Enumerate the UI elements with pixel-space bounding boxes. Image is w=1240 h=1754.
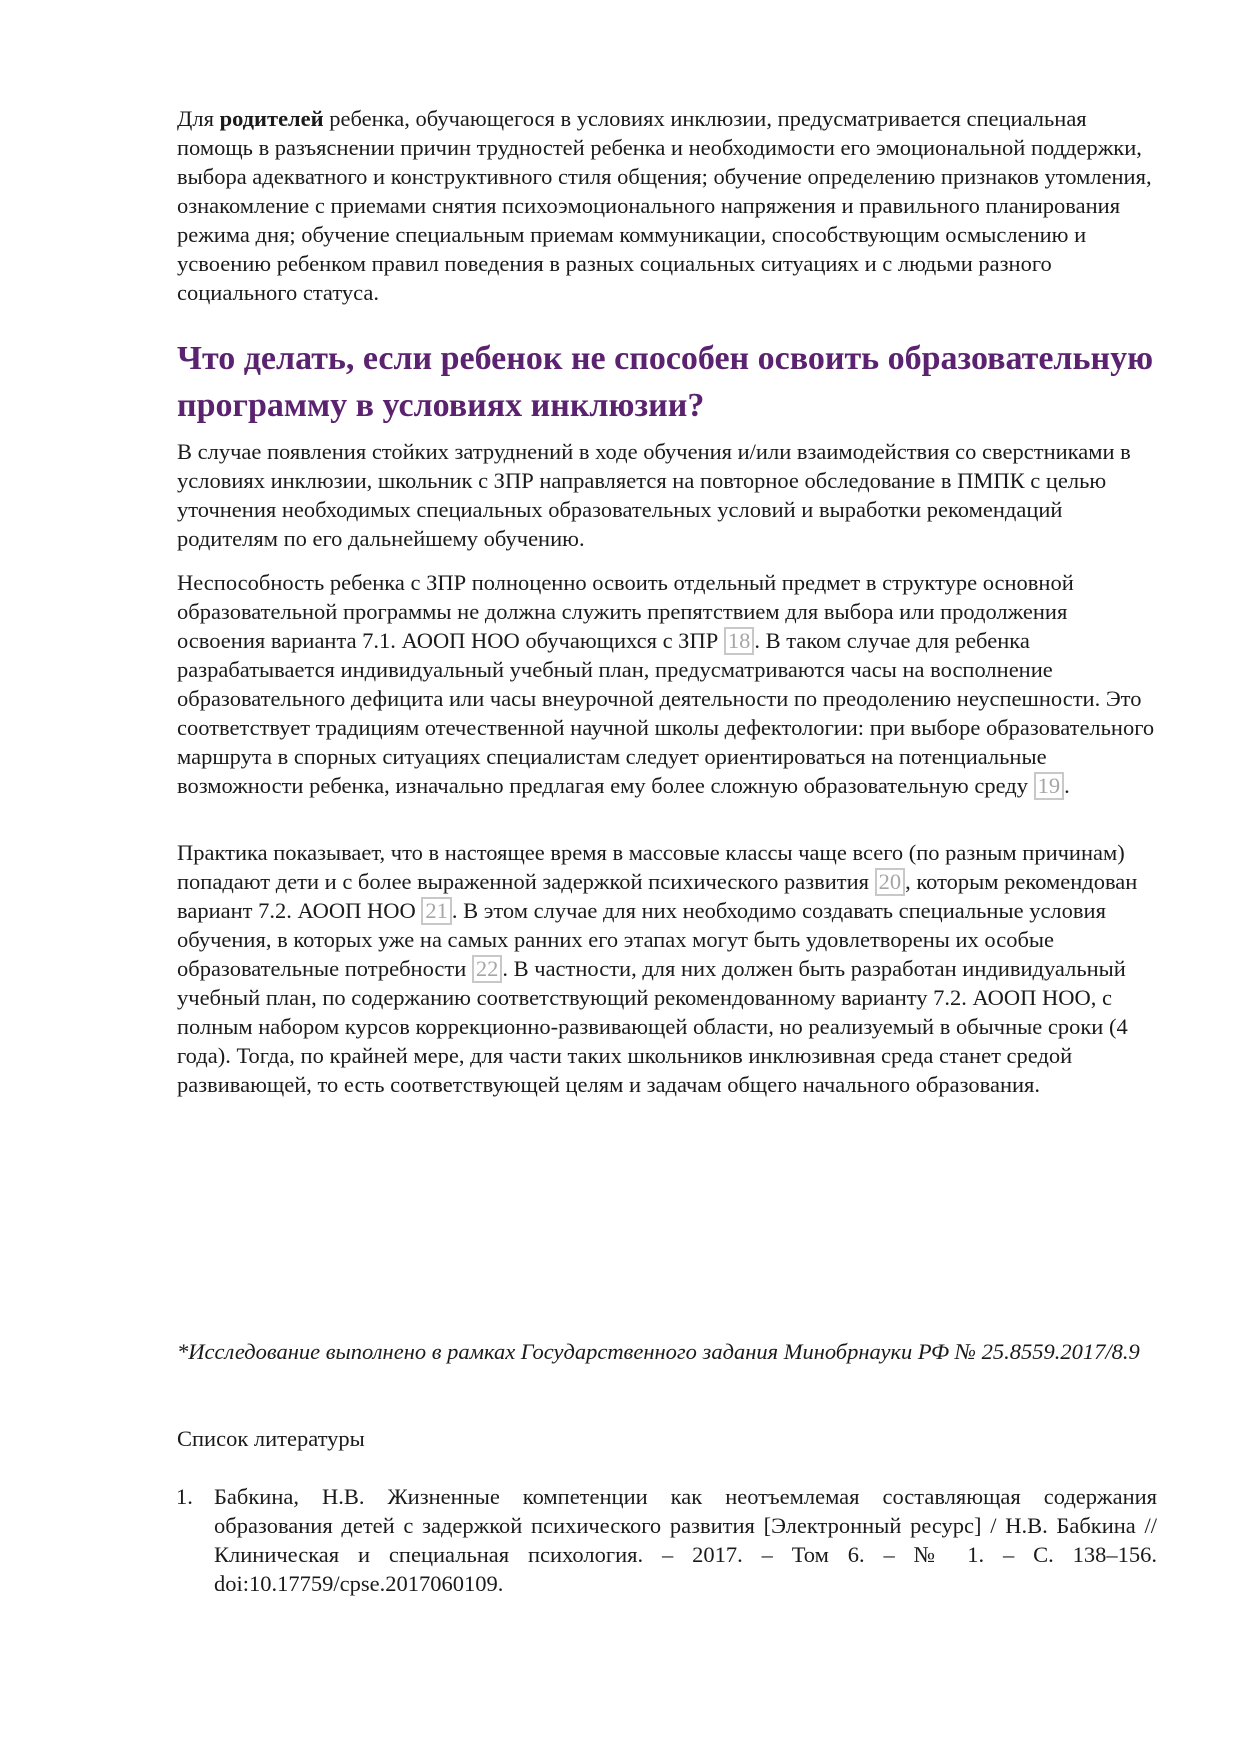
- citation-ref[interactable]: 20: [875, 868, 906, 896]
- para3-text-1: Неспособность ребенка с ЗПР полноценно освоить отдельный предмет в структуре основной образовательной программы не должна служить препятствием для выбора или продолжения освоения варианта 7.1. АООП НОО обучающихся с ЗПР: [177, 570, 1074, 653]
- para1-rest: ребенка, обучающегося в условиях инклюзии, предусматривается специальная помощь в разъяснении причин трудностей ребенка и необходимости его эмоциональной поддержки, выбора адекватного и конструктивного стиля общения; обучение определению признаков утомления, ознакомление с приемами снятия психоэмоционального напряжения и правильного планирования режима дня; обучение специальным приемам коммуникации, способствующим осмыслению и усвоению ребенком правил поведения в разных социальных ситуациях и с людьми разного социального статуса.: [177, 106, 1152, 305]
- section-heading: Что делать, если ребенок не способен освоить образовательную программу в условиях инклюзии?: [177, 340, 1154, 424]
- funding-note: *Исследование выполнено в рамках Государственного задания Минобрнауки РФ № 25.8559.2017/8.9: [177, 1339, 1140, 1364]
- references-title: Список литературы: [177, 1426, 365, 1451]
- reference-item: [176, 1482, 1157, 1598]
- paragraph-difficulties: В случае появления стойких затруднений в ходе обучения и/или взаимодействия со сверстниками в условиях инклюзии, школьник с ЗПР направляется на повторное обследование в ПМПК с целью уточнения необходимых специальных образовательных условий и выработки рекомендаций родителям по его дальнейшему обучению.: [177, 439, 1131, 551]
- reference-text: Бабкина, Н.В. Жизненные компетенции как неотъемлемая составляющая содержания образования детей с задержкой психического развития [Электронный ресурс] / Н.В. Бабкина // Клиническая и специальная психология. – 2017. – Том 6. – № 1. – С. 138–156. doi:10.17759/cpse.2017060109.: [214, 1484, 1157, 1596]
- para3-text-3: .: [1064, 773, 1070, 798]
- reference-number: 1.: [176, 1484, 193, 1509]
- paragraph-parents: [177, 104, 1157, 307]
- para4-text-1: Практика показывает, что в настоящее время в массовые классы чаще всего (по разным причинам) попадают дети и с более выраженной задержкой психического развития: [177, 840, 1125, 894]
- para1-bold: родителей: [219, 106, 324, 131]
- citation-ref[interactable]: 19: [1034, 772, 1065, 800]
- paragraph-inability: [177, 568, 1157, 800]
- para4-text-3: . В этом случае для них необходимо создавать специальные условия обучения, в которых уже на самых ранних его этапах могут быть удовлетворены их особые образовательные потребности: [177, 898, 1106, 981]
- citation-ref[interactable]: 22: [472, 955, 503, 983]
- para1-lead: Для: [177, 106, 220, 131]
- citation-ref[interactable]: 18: [724, 627, 755, 655]
- paragraph-practice: [177, 838, 1157, 1099]
- para3-text-2: . В таком случае для ребенка разрабатывается индивидуальный учебный план, предусматриваются часы на восполнение образовательного дефицита или часы внеурочной деятельности по преодолению неуспешности. Это соответствует традициям отечественной научной школы дефектологии: при выборе образовательного маршрута в спорных ситуациях специалистам следует ориентироваться на потенциальные возможности ребенка, изначально предлагая ему более сложную образовательную среду: [177, 628, 1155, 798]
- citation-ref[interactable]: 21: [421, 897, 452, 925]
- para4-text-2: , которым рекомендован вариант 7.2. АООП НОО: [177, 869, 1138, 923]
- para4-text-4: . В частности, для них должен быть разработан индивидуальный учебный план, по содержанию соответствующий рекомендованному варианту 7.2. АООП НОО, с полным набором курсов коррекционно-развивающей области, но реализуемый в обычные сроки (4 года). Тогда, по крайней мере, для части таких школьников инклюзивная среда станет средой развивающей, то есть соответствующей целям и задачам общего начального образования.: [177, 956, 1128, 1097]
